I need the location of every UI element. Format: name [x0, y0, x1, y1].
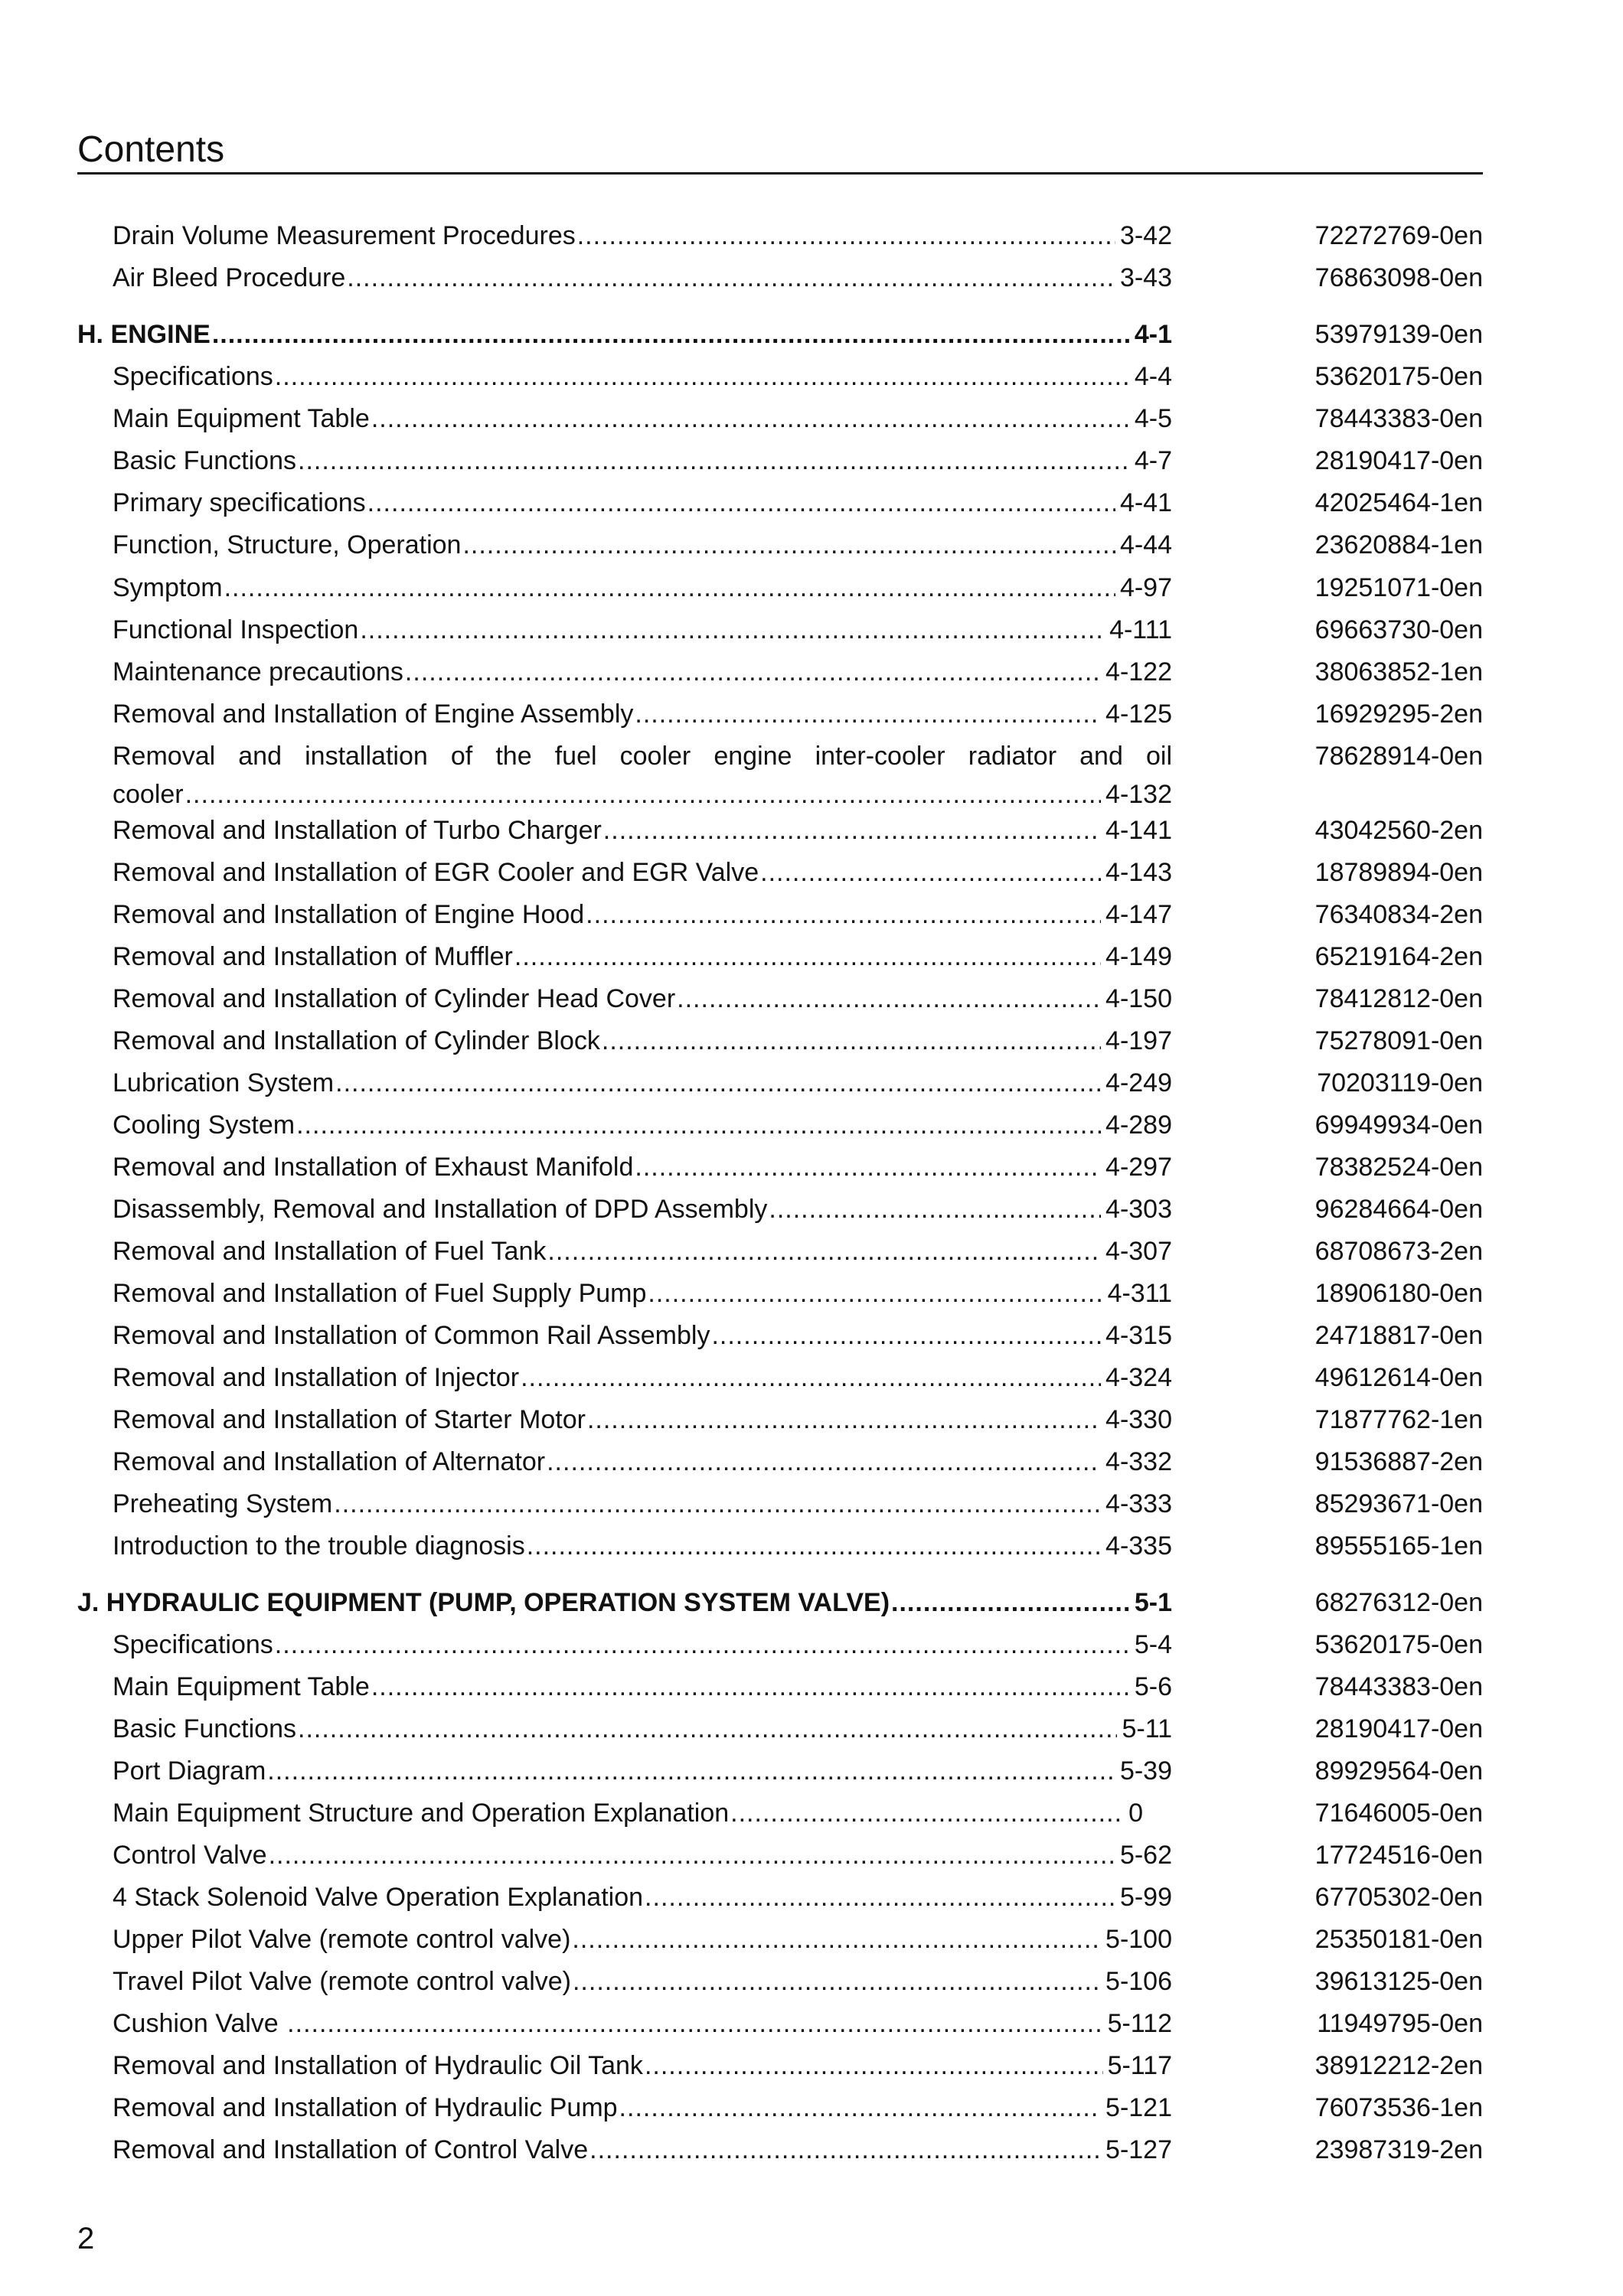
- toc-entry-page: 5-100: [1105, 1925, 1172, 1954]
- toc-entry-page: 4-125: [1105, 700, 1172, 729]
- toc-entry-doc-id: 69949934-0en: [1314, 1110, 1483, 1140]
- toc-entry-title: Removal and Installation of Injector: [113, 1363, 520, 1392]
- toc-entry-page: 4-249: [1105, 1068, 1172, 1097]
- toc-entry[interactable]: [0, 737, 1623, 814]
- toc-section-heading[interactable]: [0, 1583, 1623, 1622]
- toc-entry[interactable]: [0, 1920, 1623, 1958]
- toc-entry[interactable]: [0, 2131, 1623, 2169]
- toc-entry-title: H. ENGINE: [77, 320, 211, 349]
- toc-entry-title: Upper Pilot Valve (remote control valve): [113, 1925, 571, 1954]
- toc-entry-title: Control Valve: [113, 1841, 267, 1870]
- toc-entry-doc-id: 68276312-0en: [1314, 1588, 1483, 1617]
- toc-entry-title: Removal and Installation of Fuel Tank: [113, 1237, 547, 1266]
- toc-entry-doc-id: 42025464-1en: [1314, 488, 1483, 517]
- toc-entry-doc-id: 89555165-1en: [1314, 1531, 1483, 1561]
- dot-leader: [730, 1794, 1124, 1832]
- toc-entry-title: Removal and Installation of Engine Hood: [113, 900, 585, 929]
- dot-leader: [371, 400, 1130, 438]
- toc-entry-title: Preheating System: [113, 1489, 333, 1518]
- toc-entry[interactable]: [0, 1274, 1623, 1313]
- toc-entry-title: Main Equipment Table: [113, 404, 370, 433]
- dot-leader: [275, 1626, 1130, 1664]
- toc-entry-doc-id: 71877762-1en: [1314, 1405, 1483, 1434]
- toc-entry-page: 4-150: [1105, 984, 1172, 1013]
- toc-entry-page: 5-39: [1119, 1756, 1172, 1786]
- toc-entry[interactable]: [0, 1106, 1623, 1144]
- toc-entry-page: 5-127: [1105, 2135, 1172, 2164]
- dot-leader: [347, 259, 1115, 297]
- dot-leader: [298, 1710, 1117, 1748]
- toc-entry-title: Symptom: [113, 573, 223, 602]
- toc-entry-page: 4-5: [1134, 404, 1172, 433]
- toc-entry-page: 4-111: [1109, 615, 1172, 644]
- toc-entry-doc-id: 78412812-0en: [1314, 984, 1483, 1013]
- toc-entry-page: 4-1: [1134, 320, 1172, 349]
- dot-leader: [573, 1962, 1101, 2001]
- dot-leader: [891, 1583, 1130, 1622]
- toc-entry-page: 4-132: [1105, 780, 1172, 809]
- dot-leader: [603, 811, 1101, 850]
- dot-leader: [212, 315, 1130, 354]
- toc-entry-title: Removal and Installation of Hydraulic Pump: [113, 2093, 618, 2122]
- toc-entry-doc-id: 76340834-2en: [1314, 900, 1483, 929]
- toc-entry-doc-id: 25350181-0en: [1314, 1925, 1483, 1954]
- dot-leader: [586, 895, 1101, 934]
- toc-entry-title: Travel Pilot Valve (remote control valve): [113, 1967, 571, 1996]
- toc-entry-title: Basic Functions: [113, 446, 296, 475]
- toc-entry-doc-id: 96284664-0en: [1314, 1195, 1483, 1224]
- toc-entry[interactable]: [0, 2047, 1623, 2085]
- dot-leader: [572, 1920, 1101, 1958]
- toc-entry-doc-id: 39613125-0en: [1314, 1967, 1483, 1996]
- dot-leader: [648, 1274, 1102, 1313]
- dot-leader: [645, 1878, 1115, 1916]
- dot-leader: [521, 1358, 1101, 1397]
- toc-entry[interactable]: [0, 1527, 1623, 1565]
- dot-leader: [334, 1485, 1101, 1523]
- toc-entry-page: 4-147: [1105, 900, 1172, 929]
- toc-entry[interactable]: [0, 1710, 1623, 1748]
- toc-entry-title: Primary specifications: [113, 488, 366, 517]
- toc-entry[interactable]: [0, 259, 1623, 297]
- toc-entry-page: 4-315: [1105, 1321, 1172, 1350]
- toc-entry-doc-id: 28190417-0en: [1314, 446, 1483, 475]
- dot-leader: [275, 357, 1130, 396]
- toc-entry[interactable]: [0, 1148, 1623, 1186]
- toc-entry-doc-id: 67705302-0en: [1314, 1883, 1483, 1912]
- dot-leader: [296, 1106, 1101, 1144]
- toc-entry-page: 5-106: [1105, 1967, 1172, 1996]
- toc-entry[interactable]: [0, 1878, 1623, 1916]
- toc-entry-page: 4-7: [1134, 446, 1172, 475]
- toc-entry[interactable]: [0, 484, 1623, 522]
- toc-entry-doc-id: 78443383-0en: [1314, 404, 1483, 433]
- toc-entry-doc-id: 53620175-0en: [1314, 362, 1483, 391]
- dot-leader: [462, 526, 1115, 564]
- toc-entry-title: Removal and Installation of Muffler: [113, 942, 513, 971]
- toc-entry-page: 4-324: [1105, 1363, 1172, 1392]
- toc-entry[interactable]: [0, 811, 1623, 850]
- toc-entry-page: 4-335: [1105, 1531, 1172, 1561]
- dot-leader: [602, 1022, 1101, 1060]
- toc-entry-doc-id: 69663730-0en: [1314, 615, 1483, 644]
- toc-entry-page: 3-42: [1119, 221, 1172, 250]
- toc-entry-title: Specifications: [113, 1630, 273, 1659]
- toc-entry-title: Air Bleed Procedure: [113, 263, 346, 292]
- toc-entry[interactable]: [0, 1626, 1623, 1664]
- toc-entry-title: J. HYDRAULIC EQUIPMENT (PUMP, OPERATION SYSTEM VALVE): [77, 1588, 890, 1617]
- toc-entry[interactable]: [0, 1316, 1623, 1355]
- dot-leader: [514, 938, 1101, 976]
- dot-leader: [367, 484, 1115, 522]
- toc-entry-doc-id: 78628914-0en: [1314, 742, 1483, 771]
- toc-entry-doc-id: 72272769-0en: [1314, 221, 1483, 250]
- toc-entry-doc-id: 71646005-0en: [1314, 1799, 1483, 1828]
- dot-leader: [577, 217, 1115, 255]
- toc-entry-doc-id: 76863098-0en: [1314, 263, 1483, 292]
- toc-entry[interactable]: [0, 442, 1623, 480]
- toc-entry-title: Drain Volume Measurement Procedures: [113, 221, 576, 250]
- toc-entry-title: cooler: [113, 780, 184, 809]
- toc-entry-doc-id: 19251071-0en: [1314, 573, 1483, 602]
- toc-entry-doc-id: 65219164-2en: [1314, 942, 1483, 971]
- toc-entry[interactable]: [0, 1358, 1623, 1397]
- dot-leader: [587, 1401, 1101, 1439]
- dot-leader: [760, 853, 1101, 892]
- dot-leader: [527, 1527, 1101, 1565]
- toc-entry-title: Functional Inspection: [113, 615, 359, 644]
- toc-entry[interactable]: [0, 1022, 1623, 1060]
- dot-leader: [185, 775, 1101, 814]
- toc-entry-page: 4-143: [1105, 858, 1172, 887]
- toc-entry-page: 5-62: [1119, 1841, 1172, 1870]
- toc-entry[interactable]: [0, 1752, 1623, 1790]
- toc-entry-page: 4-307: [1105, 1237, 1172, 1266]
- toc-entry[interactable]: [0, 2004, 1623, 2043]
- toc-entry[interactable]: [0, 1443, 1623, 1481]
- toc-entry-doc-id: 76073536-1en: [1314, 2093, 1483, 2122]
- toc-entry-doc-id: 23987319-2en: [1314, 2135, 1483, 2164]
- toc-section-heading[interactable]: [0, 315, 1623, 354]
- toc-entry-title: Removal and Installation of Exhaust Manifold: [113, 1153, 634, 1182]
- toc-entry-page: 4-303: [1105, 1195, 1172, 1224]
- dot-leader: [547, 1443, 1101, 1481]
- toc-entry[interactable]: [0, 400, 1623, 438]
- toc-entry-doc-id: 11949795-0en: [1317, 2009, 1483, 2038]
- toc-entry-page: 4-44: [1119, 530, 1172, 559]
- dot-leader: [267, 1752, 1115, 1790]
- toc-entry-title: Cooling System: [113, 1110, 296, 1140]
- toc-entry-doc-id: 16929295-2en: [1314, 700, 1483, 729]
- page-number: 2: [77, 2222, 95, 2255]
- toc-entry-page: 3-43: [1119, 263, 1172, 292]
- toc-entry-title: Removal and Installation of EGR Cooler and EGR Valve: [113, 858, 759, 887]
- toc-entry[interactable]: [0, 357, 1623, 396]
- toc-entry-page: 5-4: [1134, 1630, 1172, 1659]
- toc-entry-doc-id: 75278091-0en: [1314, 1026, 1483, 1055]
- toc-entry-doc-id: 38063852-1en: [1314, 657, 1483, 687]
- toc-entry-doc-id: 68708673-2en: [1314, 1237, 1483, 1266]
- toc-entry-title: Main Equipment Structure and Operation Explanation: [113, 1799, 730, 1828]
- toc-entry-page: 5-121: [1105, 2093, 1172, 2122]
- toc-entry-page: 5-6: [1134, 1672, 1172, 1701]
- toc-entry-doc-id: 85293671-0en: [1314, 1489, 1483, 1518]
- dot-leader: [547, 1232, 1101, 1270]
- dot-leader: [769, 1190, 1101, 1228]
- toc-entry-doc-id: 78443383-0en: [1314, 1672, 1483, 1701]
- dot-leader: [635, 695, 1101, 733]
- toc-entry-title: Removal and Installation of Engine Assembly: [113, 700, 634, 729]
- toc-entry-title: Lubrication System: [113, 1068, 335, 1097]
- dot-leader: [224, 569, 1115, 607]
- dot-leader: [287, 2004, 1102, 2043]
- toc-entry-doc-id: 43042560-2en: [1314, 816, 1483, 845]
- toc-entry-doc-id: 24718817-0en: [1314, 1321, 1483, 1350]
- dot-leader: [645, 2047, 1103, 2085]
- toc-entry[interactable]: [0, 853, 1623, 892]
- dot-leader: [335, 1064, 1101, 1102]
- toc-entry-page: 0: [1128, 1799, 1143, 1828]
- toc-entry[interactable]: [0, 1232, 1623, 1270]
- toc-entry-title: Removal and Installation of Common Rail Assembly: [113, 1321, 710, 1350]
- toc-entry-title: Removal and Installation of Alternator: [113, 1447, 546, 1476]
- dot-leader: [371, 1668, 1130, 1706]
- toc-entry-page: 5-112: [1107, 2009, 1172, 2038]
- toc-entry-page: 4-41: [1119, 488, 1172, 517]
- toc-entry-title: Specifications: [113, 362, 273, 391]
- dot-leader: [711, 1316, 1101, 1355]
- toc-entry-doc-id: 91536887-2en: [1314, 1447, 1483, 1476]
- toc-entry-doc-id: 38912212-2en: [1314, 2051, 1483, 2080]
- toc-entry[interactable]: [0, 611, 1623, 649]
- toc-entry-title: Removal and Installation of Starter Motor: [113, 1405, 586, 1434]
- toc-entry-doc-id: 28190417-0en: [1314, 1714, 1483, 1743]
- toc-entry-page: 4-333: [1105, 1489, 1172, 1518]
- toc-entry[interactable]: [0, 653, 1623, 691]
- toc-entry-page: 4-311: [1107, 1279, 1172, 1308]
- toc-entry-title: Disassembly, Removal and Installation of DPD Assembly: [113, 1195, 768, 1224]
- toc-entry-doc-id: 89929564-0en: [1314, 1756, 1483, 1786]
- toc-entry-doc-id: 23620884-1en: [1314, 530, 1483, 559]
- title-divider: [77, 172, 1483, 174]
- toc-entry[interactable]: [0, 1190, 1623, 1228]
- dot-leader: [405, 653, 1101, 691]
- dot-leader: [298, 442, 1130, 480]
- toc-entry-title: Removal and Installation of Control Valve: [113, 2135, 589, 2164]
- toc-entry-doc-id: 49612614-0en: [1314, 1363, 1483, 1392]
- toc-entry-title: Removal and Installation of Cylinder Head Cover: [113, 984, 676, 1013]
- toc-entry-page: 5-11: [1122, 1714, 1172, 1743]
- dot-leader: [635, 1148, 1101, 1186]
- dot-leader: [677, 980, 1101, 1018]
- toc-entry-doc-id: 17724516-0en: [1314, 1841, 1483, 1870]
- toc-entry[interactable]: [0, 1668, 1623, 1706]
- toc-entry[interactable]: [0, 2089, 1623, 2127]
- toc-entry-title: Main Equipment Table: [113, 1672, 370, 1701]
- toc-entry-page: 4-297: [1105, 1153, 1172, 1182]
- toc-entry-doc-id: 70203119-0en: [1317, 1068, 1483, 1097]
- toc-entry-doc-id: 53620175-0en: [1314, 1630, 1483, 1659]
- toc-entry[interactable]: [0, 695, 1623, 733]
- toc-entry-title: Removal and Installation of Fuel Supply Pump: [113, 1279, 647, 1308]
- toc-entry-title-line: Removal and installation of the fuel cooler engine inter-cooler radiator and oil: [113, 742, 1172, 771]
- toc-entry[interactable]: [0, 1836, 1623, 1874]
- toc-entry-page: 5-1: [1134, 1588, 1172, 1617]
- toc-entry-title: Port Diagram: [113, 1756, 266, 1786]
- toc-entry[interactable]: [0, 217, 1623, 255]
- toc-entry[interactable]: [0, 895, 1623, 934]
- toc-entry-page: 5-117: [1107, 2051, 1172, 2080]
- toc-entry-title: Removal and Installation of Turbo Charger: [113, 816, 602, 845]
- dot-leader: [619, 2089, 1101, 2127]
- toc-entry-page: 5-99: [1119, 1883, 1172, 1912]
- toc-entry[interactable]: [0, 1485, 1623, 1523]
- toc-entry-page: 4-97: [1119, 573, 1172, 602]
- toc-entry[interactable]: [0, 980, 1623, 1018]
- page-title: Contents: [77, 129, 225, 170]
- toc-entry-doc-id: 18789894-0en: [1314, 858, 1483, 887]
- dot-leader: [589, 2131, 1101, 2169]
- dot-leader: [269, 1836, 1115, 1874]
- toc-entry-title: Basic Functions: [113, 1714, 296, 1743]
- toc-entry-page: 4-149: [1105, 942, 1172, 971]
- toc-entry-title: Introduction to the trouble diagnosis: [113, 1531, 525, 1561]
- toc-entry-page: 4-330: [1105, 1405, 1172, 1434]
- toc-entry-page: 4-122: [1105, 657, 1172, 687]
- toc-entry-page: 4-197: [1105, 1026, 1172, 1055]
- toc-entry-page: 4-141: [1105, 816, 1172, 845]
- dot-leader: [360, 611, 1105, 649]
- toc-entry[interactable]: [0, 1962, 1623, 2001]
- toc-entry-title: Maintenance precautions: [113, 657, 403, 687]
- toc-entry-page: 4-332: [1105, 1447, 1172, 1476]
- toc-entry[interactable]: [0, 526, 1623, 564]
- toc-entry-title: Function, Structure, Operation: [113, 530, 462, 559]
- toc-entry-title: Removal and Installation of Cylinder Block: [113, 1026, 600, 1055]
- toc-entry-doc-id: 78382524-0en: [1314, 1153, 1483, 1182]
- toc-entry-doc-id: 53979139-0en: [1314, 320, 1483, 349]
- toc-entry-title: Cushion Valve: [113, 2009, 286, 2038]
- toc-entry-page: 4-4: [1134, 362, 1172, 391]
- toc-entry[interactable]: [0, 1064, 1623, 1102]
- toc-entry-page: 4-289: [1105, 1110, 1172, 1140]
- toc-entry[interactable]: [0, 1794, 1623, 1832]
- toc-entry[interactable]: [0, 938, 1623, 976]
- toc-entry-title: Removal and Installation of Hydraulic Oil Tank: [113, 2051, 643, 2080]
- toc-entry[interactable]: [0, 1401, 1623, 1439]
- toc-entry[interactable]: [0, 569, 1623, 607]
- toc-entry-doc-id: 18906180-0en: [1314, 1279, 1483, 1308]
- toc-entry-title: 4 Stack Solenoid Valve Operation Explanation: [113, 1883, 644, 1912]
